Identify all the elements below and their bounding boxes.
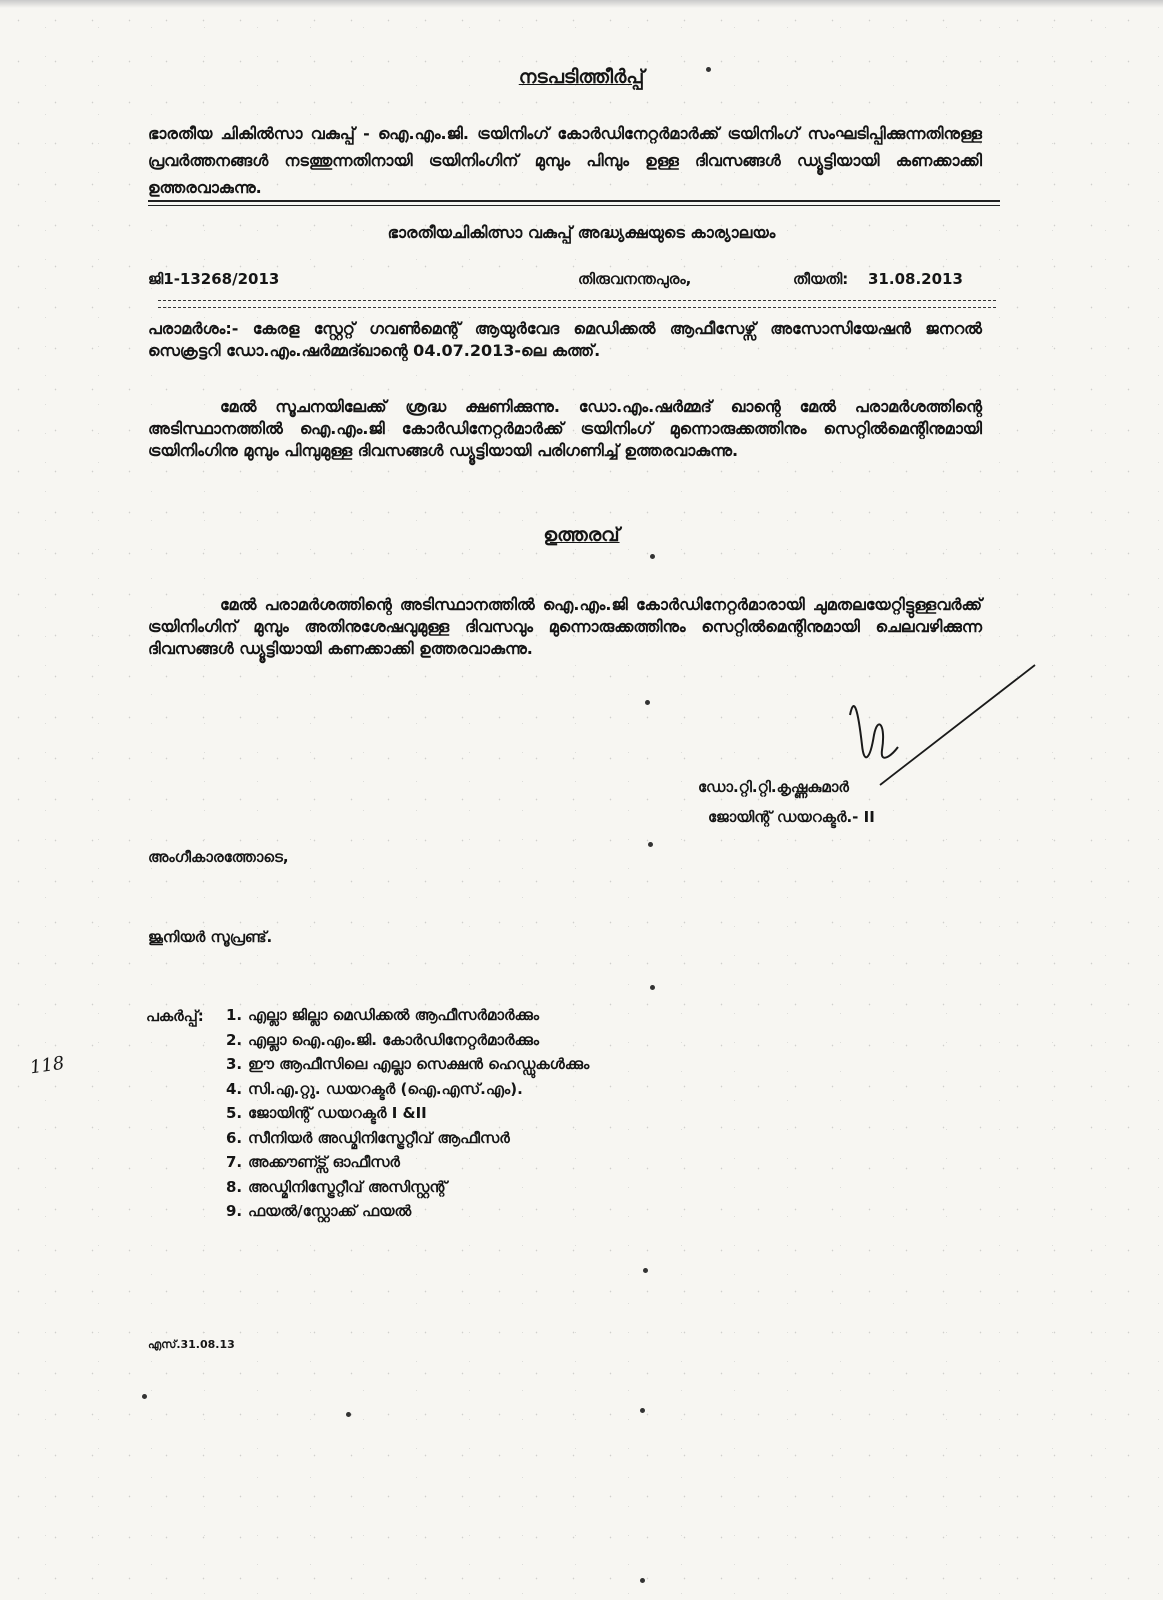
subject-divider (148, 200, 1000, 206)
scan-speck (648, 842, 653, 847)
subject-paragraph: ഭാരതീയ ചികിൽസാ വകുപ്പ് - ഐ.എം.ജി. ട്രയിനിംഗ് കോർഡിനേറ്റർമാർക്ക് ട്രയിനിംഗ് സംഘടിപ്പിക്കുന്നതിനുള്ള പ്രവർത്തനങ്ങൾ നടത്തുന്നതിനായി ട്രയിനിംഗിന് മുമ്പും പിമ്പും ഉള്ള ദിവസങ്ങൾ ഡ്യൂട്ടിയായി കണക്കാക്കി ഉത്തരവാകുന്നു. (148, 124, 982, 197)
body-text: മേൽ സൂചനയിലേക്ക് ശ്രദ്ധ ക്ഷണിക്കുന്നു. ഡോ.എം.ഷർമ്മദ് ഖാന്റെ മേൽ പരാമർശത്തിന്റെ അടിസ്ഥാനത്തിൽ ഐ.എം.ജി കോർഡിനേറ്റർമാർക്ക് ട്രയിനിംഗ് മുന്നൊരുക്കത്തിനും സെറ്റിൽമെന്റിനുമായി ട്രയിനിംഗിനു മുമ്പും പിമ്പുമുള്ള ദിവസങ്ങൾ ഡ്യൂട്ടിയായി പരിഗണിച്ച് ഉത്തരവാകുന്നു. (148, 397, 982, 460)
copy-item: 7. അക്കൗണ്ട്സ് ഓഫീസർ (226, 1153, 400, 1171)
scan-speck (645, 700, 650, 705)
copy-item: 2. എല്ലാ ഐ.എം.ജി. കോർഡിനേറ്റർമാർക്കും (226, 1030, 540, 1049)
date-value: 31.08.2013 (868, 270, 963, 288)
office-name: ഭാരതീയചികിത്സാ വകുപ്പ് അദ്ധ്യക്ഷയുടെ കാര്യാലയം (387, 223, 776, 242)
file-number: ജി1-13268/2013 (148, 270, 280, 288)
copy-item: 8. അഡ്മിനിസ്ട്രേറ്റീവ് അസിസ്റ്റന്റ് (226, 1177, 447, 1196)
copy-list (226, 1006, 589, 1227)
copy-label: പകർപ്പ്: (146, 1007, 204, 1025)
body-paragraph (148, 396, 982, 462)
scan-top-edge (0, 0, 1163, 8)
copy-item: 1. എല്ലാ ജില്ലാ മെഡിക്കൽ ആഫീസർമാർക്കും (226, 1006, 539, 1024)
scan-speck (346, 1412, 351, 1417)
margin-handwritten-note: 118 (28, 1052, 66, 1079)
reference-paragraph: പരാമർശം:- കേരള സ്റ്റേറ്റ് ഗവൺമെന്റ് ആയുർവേദ മെഡിക്കൽ ആഫീസേഴ്സ് അസോസിയേഷൻ ജനറൽ സെക്രട്ടറി ഡോ.എം.ഷർമ്മദ്ഖാന്റെ 04.07.2013-ലെ കത്ത്. (148, 319, 982, 360)
copy-item: 6. സീനിയർ അഡ്മിനിസ്ട്രേറ്റീവ് ആഫീസർ (226, 1128, 510, 1147)
reference-row (148, 270, 978, 294)
scan-speck (640, 1578, 645, 1583)
signatory-designation: ജോയിന്റ് ഡയറക്ടർ.- II (708, 808, 875, 826)
copy-item: 3. ഈ ആഫീസിലെ എല്ലാ സെക്ഷൻ ഹെഡ്ഡുകൾക്കും (226, 1055, 590, 1073)
scan-speck (706, 67, 711, 72)
copy-item: 4. സി.എ.റ്റു. ഡയറക്ടർ (ഐ.എസ്.എം). (226, 1079, 523, 1098)
document-heading: നടപടിത്തീർപ്പ് (518, 66, 645, 88)
order-text: മേൽ പരാമർശത്തിന്റെ അടിസ്ഥാനത്തിൽ ഐ.എം.ജി കോർഡിനേറ്റർമാരായി ചുമതലയേറ്റിട്ടുള്ളവർക്ക് ട്രയിനിംഗിന് മുമ്പും അതിനുശേഷവുമുള്ള ദിവസവും മുന്നൊരുക്കത്തിനും സെറ്റിൽമെന്റിനുമായി ചെലവഴിക്കുന്ന ദിവസങ്ങൾ ഡ്യൂട്ടിയായി കണക്കാക്കി ഉത്തരവാകുന്നു. (148, 595, 982, 658)
copy-item: 9. ഫയൽ/സ്റ്റോക്ക് ഫയൽ (226, 1202, 412, 1220)
footer-code: എസ്.31.08.13 (148, 1338, 235, 1351)
approval-line: അംഗീകാരത്തോടെ, (148, 848, 289, 866)
place: തിരുവനന്തപുരം, (578, 270, 692, 288)
scan-speck (643, 1268, 648, 1273)
scan-speck (650, 985, 655, 990)
copy-item: 5. ജോയിന്റ് ഡയറക്ടർ I &II (226, 1104, 427, 1122)
order-title: ഉത്തരവ് (543, 524, 620, 546)
scan-speck (142, 1394, 147, 1399)
scan-speck (650, 554, 655, 559)
date-label: തീയതി: (793, 270, 849, 288)
equals-divider (158, 300, 996, 308)
junior-superintendent: ജൂനിയർ സൂപ്രണ്ട്. (148, 928, 273, 946)
signature (840, 655, 1040, 795)
scan-speck (640, 1408, 645, 1413)
signatory-name: ഡോ.റ്റി.റ്റി.കൃഷ്ണകുമാർ (698, 778, 849, 796)
order-paragraph (148, 594, 982, 660)
